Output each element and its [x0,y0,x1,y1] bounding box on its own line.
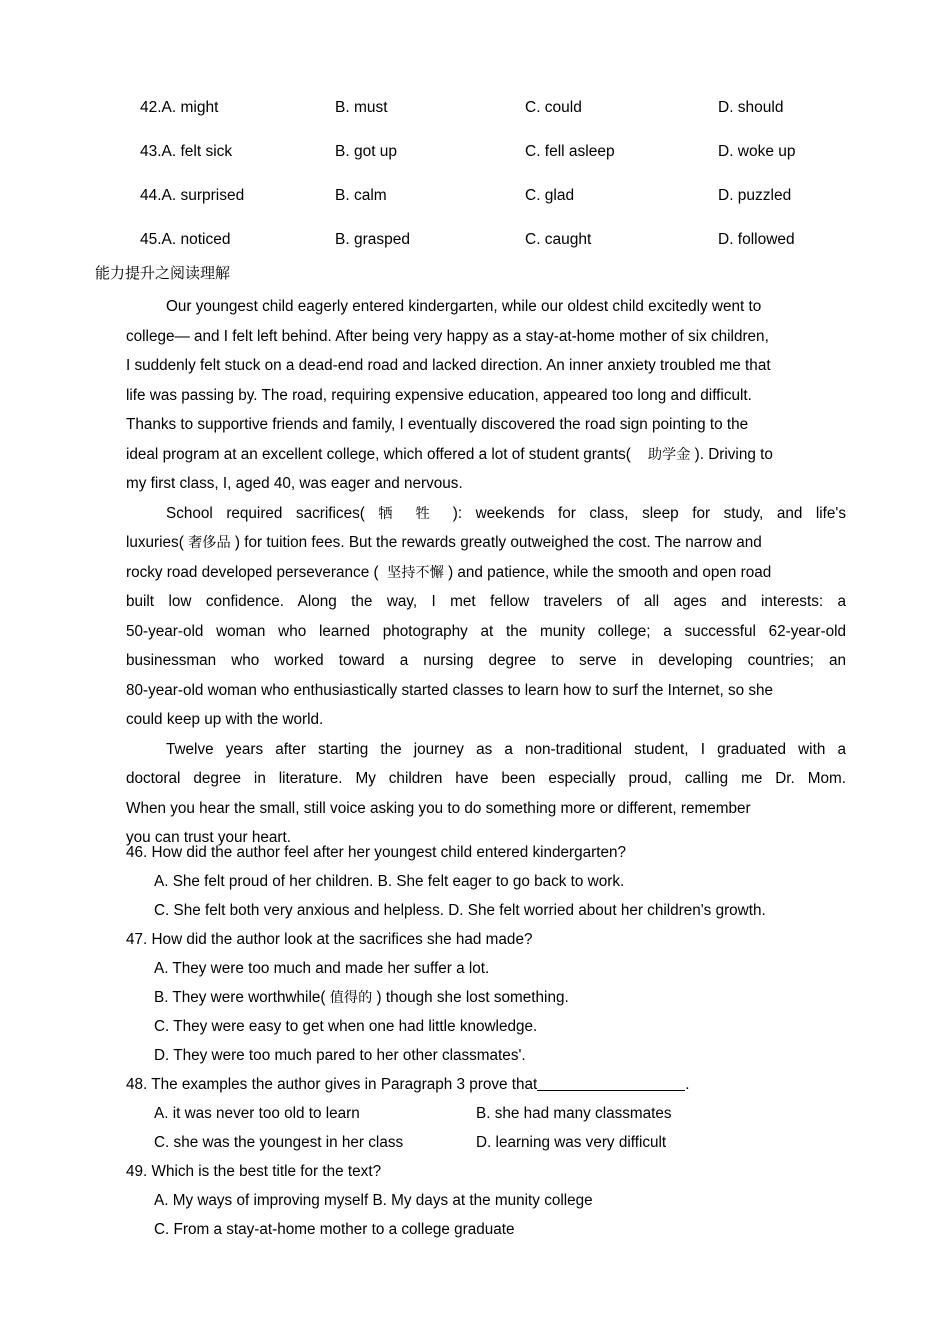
question-47 [126,925,886,1070]
question-stem-period: . [685,1076,690,1093]
question-option-c[interactable]: C. They were easy to get when one had little knowledge. [154,1018,538,1035]
passage-line: could keep up with the world. [126,711,324,728]
cloze-option-c: C. fell asleep [525,143,615,160]
cloze-row-42 [0,98,950,142]
passage-line: doctoral degree in literature. My children have been especially proud, calling me Dr. Mom. [126,770,846,787]
question-option-row [126,1099,886,1128]
chinese-gloss: 值得的 [329,990,373,1006]
passage-text: ) for tuition fees. But the rewards greatly outweighed the cost. The narrow and [234,534,762,551]
question-option-line[interactable]: A. My ways of improving myself B. My days at the munity college [154,1192,593,1209]
question-stem [126,1070,886,1099]
passage-line: college— and I felt left behind. After being very happy as a stay-at-home mother of six children, [126,327,769,345]
passage-line: life was passing by. The road, requiring expensive education, appeared too long and difficult. [126,386,752,404]
cloze-option-d: D. followed [718,231,795,248]
cloze-option-d: D. woke up [718,143,796,160]
passage-line: businessman who worked toward a nursing degree to serve in developing countries; an [126,652,846,669]
passage-text: ) and patience, while the smooth and open road [448,563,772,581]
question-option-b[interactable]: B. she had many classmates [476,1105,672,1122]
question-option-c[interactable]: C. she was the youngest in her class [154,1134,404,1151]
question-stem: 49. Which is the best title for the text? [126,1163,382,1180]
passage-line: 80-year-old woman who enthusiastically started classes to learn how to surf the Internet, so she [126,681,774,699]
cloze-row-43 [0,142,950,186]
question-option-line[interactable]: C. She felt both very anxious and helpless. D. She felt worried about her children's growth. [154,902,766,919]
question-stem: 47. How did the author look at the sacrifices she had made? [126,931,533,948]
option-text: B. They were worthwhile( [154,989,326,1006]
passage-line-with-gloss [126,528,846,558]
answer-blank[interactable] [537,1090,685,1091]
question-49 [126,1157,886,1244]
cloze-option-b: B. grasped [335,231,410,248]
cloze-option-a: 44.A. surprised [140,187,245,204]
question-option-a[interactable]: A. They were too much and made her suffer a lot. [154,960,490,977]
question-option-line[interactable]: C. From a stay-at-home mother to a college graduate [154,1221,515,1238]
passage-line: I suddenly felt stuck on a dead-end road and lacked direction. An inner anxiety troubled me that [126,357,771,374]
passage-paragraph-2 [126,499,846,735]
passage-line: Twelve years after starting the journey as a non-traditional student, I graduated with a [166,740,846,758]
cloze-option-c: C. glad [525,187,575,204]
passage-paragraph-3 [126,735,846,853]
passage-line: built low confidence. Along the way, I met fellow travelers of all ages and interests: a [126,593,846,610]
passage-paragraph-1 [126,292,846,499]
cloze-option-b: B. got up [335,143,398,160]
chinese-gloss: 奢侈品 [188,535,231,551]
question-stem: 46. How did the author feel after her youngest child entered kindergarten? [126,844,627,861]
cloze-options-block [0,98,950,274]
option-text: ) though she lost something. [376,989,569,1006]
passage-text: ideal program at an excellent college, which offered a lot of student grants( [126,445,631,463]
cloze-option-b: B. calm [335,187,387,204]
passage-line: Our youngest child eagerly entered kindergarten, while our oldest child excitedly went to [166,298,762,315]
cloze-option-c: C. caught [525,231,592,248]
question-option-a[interactable]: A. it was never too old to learn [154,1105,360,1122]
cloze-option-c: C. could [525,99,582,116]
section-heading: 能力提升之阅读理解 [95,264,231,282]
passage-text: School required sacrifices( [166,504,365,522]
cloze-option-a: 43.A. felt sick [140,143,233,160]
passage-line: my first class, I, aged 40, was eager and nervous. [126,475,463,492]
passage-line: Thanks to supportive friends and family, I eventually discovered the road sign pointing to the [126,416,749,433]
question-option-b[interactable] [126,983,886,1012]
passage-text: rocky road developed perseverance ( [126,563,379,581]
passage-line-with-gloss [126,558,846,588]
chinese-gloss: 助学金 [647,446,691,463]
passage-line: 50-year-old woman who learned photography at the munity college; a successful 62-year-old [126,622,846,640]
question-option-d[interactable]: D. They were too much pared to her other classmates'. [154,1047,526,1064]
reading-passage [126,292,846,853]
reading-questions [126,838,886,1244]
passage-text: ). Driving to [694,445,773,463]
cloze-row-44 [0,186,950,230]
cloze-option-a: 45.A. noticed [140,231,231,248]
passage-line-with-gloss [126,440,846,470]
question-option-line[interactable]: A. She felt proud of her children. B. She felt eager to go back to work. [154,873,625,890]
question-option-row [126,1128,886,1157]
passage-line: When you hear the small, still voice asking you to do something more or different, remember [126,799,751,817]
question-option-d[interactable]: D. learning was very difficult [476,1134,667,1151]
question-46 [126,838,886,925]
cloze-option-d: D. puzzled [718,187,792,204]
cloze-option-b: B. must [335,99,388,116]
cloze-option-d: D. should [718,99,784,116]
passage-line-with-gloss [126,499,846,529]
question-48 [126,1070,886,1157]
passage-text: luxuries( [126,534,184,551]
question-stem-text: 48. The examples the author gives in Paragraph 3 prove that [126,1076,538,1093]
chinese-gloss: 牺 牲 [378,505,440,522]
passage-text: ): weekends for class, sleep for study, and life's [452,504,846,522]
chinese-gloss: 坚持不懈 [387,564,444,581]
cloze-option-a: 42.A. might [140,99,219,116]
passage-line: you can trust your heart. [126,829,291,846]
